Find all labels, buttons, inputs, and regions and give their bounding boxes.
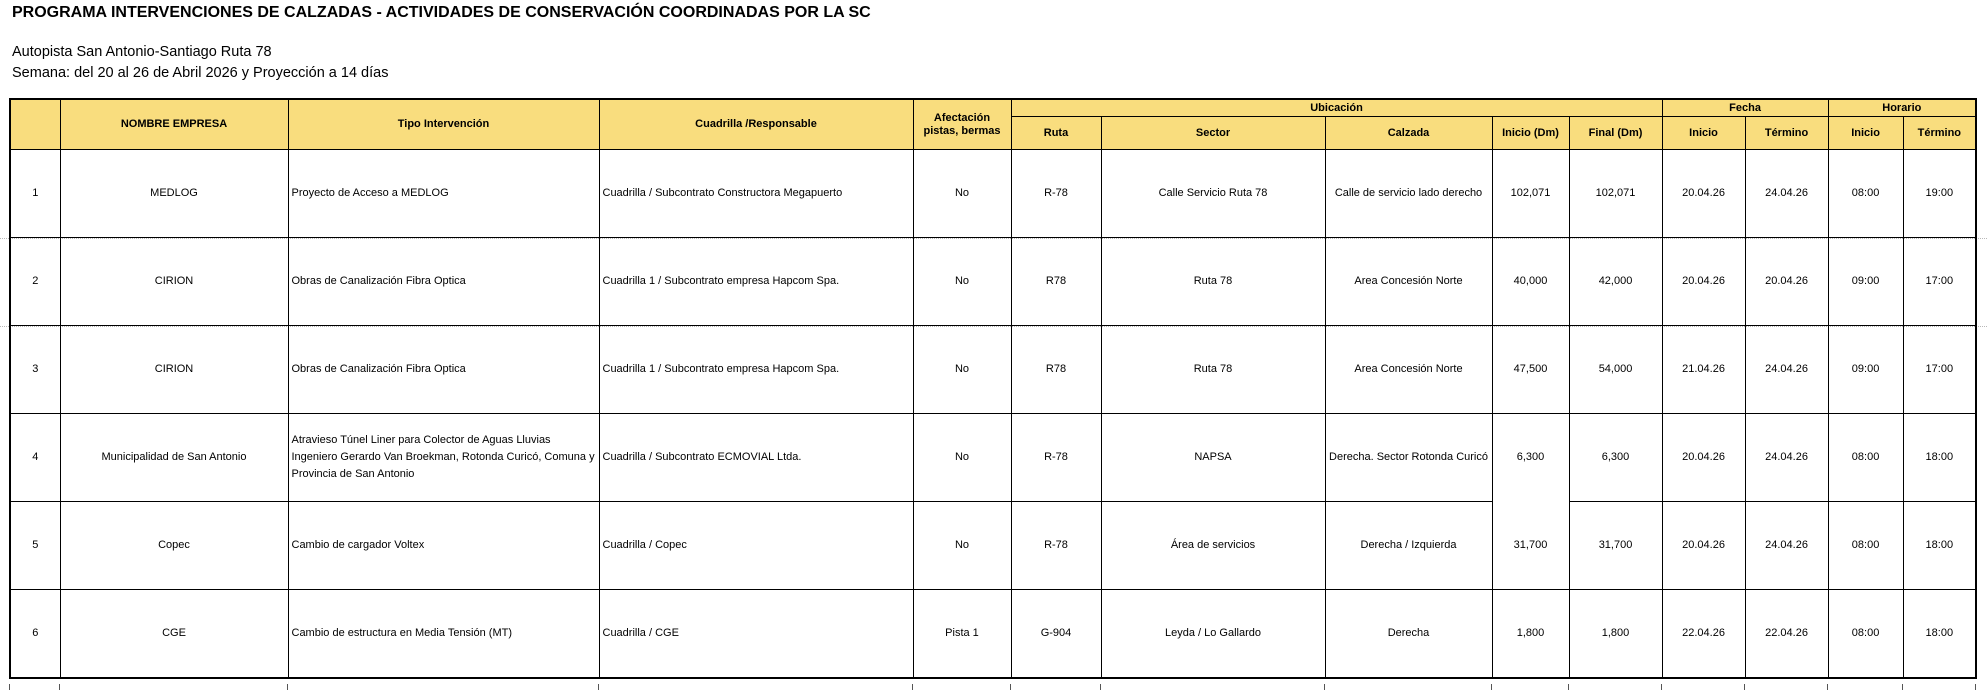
header-fecha-inicio: Inicio xyxy=(1662,117,1745,150)
cell-ruta: R-78 xyxy=(1011,150,1101,238)
cell-final-dm: 102,071 xyxy=(1569,150,1662,238)
header-horario: Horario xyxy=(1828,99,1976,117)
header-final-dm: Final (Dm) xyxy=(1569,117,1662,150)
cell-hora-termino: 18:00 xyxy=(1903,414,1976,502)
cell-hora-termino: 19:00 xyxy=(1903,150,1976,238)
cell-tipo: Cambio de cargador Voltex xyxy=(288,502,599,590)
cell-tipo: Cambio de estructura en Media Tensión (MT) xyxy=(288,590,599,678)
cell-sector: Ruta 78 xyxy=(1101,238,1325,326)
cell-empresa: CGE xyxy=(60,590,288,678)
table-row xyxy=(10,590,1976,678)
table-row xyxy=(10,502,1976,590)
cell-hora-inicio: 08:00 xyxy=(1828,590,1903,678)
cell-calzada: Calle de servicio lado derecho xyxy=(1325,150,1492,238)
cell-empresa: CIRION xyxy=(60,326,288,414)
cell-inicio-dm: 40,000 xyxy=(1492,238,1569,326)
header-fecha: Fecha xyxy=(1662,99,1828,117)
cell-fecha-inicio: 22.04.26 xyxy=(1662,590,1745,678)
cell-sector: Calle Servicio Ruta 78 xyxy=(1101,150,1325,238)
row-index: 2 xyxy=(10,238,60,326)
cell-calzada: Area Concesión Norte xyxy=(1325,326,1492,414)
cell-empresa: Municipalidad de San Antonio xyxy=(60,414,288,502)
row-index: 5 xyxy=(10,502,60,590)
header-afectacion: Afectación pistas, bermas xyxy=(913,99,1011,150)
cell-hora-termino: 17:00 xyxy=(1903,326,1976,414)
cell-fecha-termino: 24.04.26 xyxy=(1745,150,1828,238)
header-sector: Sector xyxy=(1101,117,1325,150)
cell-final-dm: 6,300 xyxy=(1569,414,1662,502)
cell-fecha-inicio: 20.04.26 xyxy=(1662,502,1745,590)
cell-ruta: R78 xyxy=(1011,238,1101,326)
cell-hora-termino: 18:00 xyxy=(1903,590,1976,678)
cell-hora-inicio: 08:00 xyxy=(1828,502,1903,590)
cell-fecha-inicio: 20.04.26 xyxy=(1662,150,1745,238)
cell-fecha-termino: 24.04.26 xyxy=(1745,414,1828,502)
cell-cuadrilla: Cuadrilla / Subcontrato Constructora Megapuerto xyxy=(599,150,913,238)
cell-afectacion: No xyxy=(913,414,1011,502)
cell-hora-inicio: 08:00 xyxy=(1828,150,1903,238)
cell-tipo: Obras de Canalización Fibra Optica xyxy=(288,238,599,326)
header-cuadrilla: Cuadrilla /Responsable xyxy=(599,99,913,150)
cell-empresa: Copec xyxy=(60,502,288,590)
cell-inicio-dm: 1,800 xyxy=(1492,590,1569,678)
row-index: 4 xyxy=(10,414,60,502)
cell-sector: Ruta 78 xyxy=(1101,326,1325,414)
cell-sector: Leyda / Lo Gallardo xyxy=(1101,590,1325,678)
cell-tipo: Atravieso Túnel Liner para Colector de Aguas Lluvias Ingeniero Gerardo Van Broekman, Rotonda Curicó, Comuna y Provincia de San Antonio xyxy=(288,414,599,502)
cell-fecha-inicio: 20.04.26 xyxy=(1662,238,1745,326)
cell-cuadrilla: Cuadrilla / Copec xyxy=(599,502,913,590)
cell-cuadrilla: Cuadrilla 1 / Subcontrato empresa Hapcom Spa. xyxy=(599,238,913,326)
cell-inicio-dm: 31,700 xyxy=(1492,502,1569,590)
cell-hora-inicio: 08:00 xyxy=(1828,414,1903,502)
cell-afectacion: No xyxy=(913,502,1011,590)
row-index: 1 xyxy=(10,150,60,238)
header-inicio-dm: Inicio (Dm) xyxy=(1492,117,1569,150)
row-index: 6 xyxy=(10,590,60,678)
cell-afectacion: Pista 1 xyxy=(913,590,1011,678)
header-ruta: Ruta xyxy=(1011,117,1101,150)
header-tipo-intervencion: Tipo Intervención xyxy=(288,99,599,150)
cell-sector: NAPSA xyxy=(1101,414,1325,502)
cell-fecha-inicio: 20.04.26 xyxy=(1662,414,1745,502)
header-nombre-empresa: NOMBRE EMPRESA xyxy=(60,99,288,150)
cell-sector: Área de servicios xyxy=(1101,502,1325,590)
cell-hora-termino: 17:00 xyxy=(1903,238,1976,326)
cell-ruta: R-78 xyxy=(1011,414,1101,502)
header-index xyxy=(10,99,60,150)
cell-calzada: Area Concesión Norte xyxy=(1325,238,1492,326)
table-row xyxy=(10,326,1976,414)
header-hora-inicio: Inicio xyxy=(1828,117,1903,150)
cell-calzada: Derecha. Sector Rotonda Curicó xyxy=(1325,414,1492,502)
cell-calzada: Derecha xyxy=(1325,590,1492,678)
cell-hora-inicio: 09:00 xyxy=(1828,326,1903,414)
table-row xyxy=(10,238,1976,326)
cell-ruta: R-78 xyxy=(1011,502,1101,590)
header-calzada: Calzada xyxy=(1325,117,1492,150)
cell-afectacion: No xyxy=(913,326,1011,414)
cell-calzada: Derecha / Izquierda xyxy=(1325,502,1492,590)
table-row xyxy=(10,150,1976,238)
cell-ruta: G-904 xyxy=(1011,590,1101,678)
cell-afectacion: No xyxy=(913,150,1011,238)
cell-cuadrilla: Cuadrilla / Subcontrato ECMOVIAL Ltda. xyxy=(599,414,913,502)
header-ubicacion: Ubicación xyxy=(1011,99,1662,117)
cell-cuadrilla: Cuadrilla / CGE xyxy=(599,590,913,678)
road-name: Autopista San Antonio-Santiago Ruta 78 xyxy=(12,44,272,60)
cell-hora-inicio: 09:00 xyxy=(1828,238,1903,326)
header-fecha-termino: Término xyxy=(1745,117,1828,150)
row-index: 3 xyxy=(10,326,60,414)
cell-fecha-termino: 24.04.26 xyxy=(1745,326,1828,414)
cell-final-dm: 31,700 xyxy=(1569,502,1662,590)
cell-empresa: CIRION xyxy=(60,238,288,326)
cell-final-dm: 42,000 xyxy=(1569,238,1662,326)
cell-afectacion: No xyxy=(913,238,1011,326)
cell-fecha-termino: 22.04.26 xyxy=(1745,590,1828,678)
cell-tipo: Obras de Canalización Fibra Optica xyxy=(288,326,599,414)
page-title: PROGRAMA INTERVENCIONES DE CALZADAS - ACTIVIDADES DE CONSERVACIÓN COORDINADAS POR LA SC xyxy=(12,4,871,21)
cell-inicio-dm: 6,300 xyxy=(1492,414,1569,502)
interventions-table xyxy=(9,98,1977,679)
cell-cuadrilla: Cuadrilla 1 / Subcontrato empresa Hapcom Spa. xyxy=(599,326,913,414)
cell-final-dm: 54,000 xyxy=(1569,326,1662,414)
week-range: Semana: del 20 al 26 de Abril 2026 y Proyección a 14 días xyxy=(12,65,389,81)
cell-inicio-dm: 102,071 xyxy=(1492,150,1569,238)
cell-ruta: R78 xyxy=(1011,326,1101,414)
header-hora-termino: Término xyxy=(1903,117,1976,150)
cell-inicio-dm: 47,500 xyxy=(1492,326,1569,414)
cell-fecha-termino: 24.04.26 xyxy=(1745,502,1828,590)
cell-hora-termino: 18:00 xyxy=(1903,502,1976,590)
table-row xyxy=(10,414,1976,502)
cell-fecha-inicio: 21.04.26 xyxy=(1662,326,1745,414)
cell-fecha-termino: 20.04.26 xyxy=(1745,238,1828,326)
sheet-bottom-edge xyxy=(0,684,1987,692)
cell-final-dm: 1,800 xyxy=(1569,590,1662,678)
cell-tipo: Proyecto de Acceso a MEDLOG xyxy=(288,150,599,238)
cell-empresa: MEDLOG xyxy=(60,150,288,238)
